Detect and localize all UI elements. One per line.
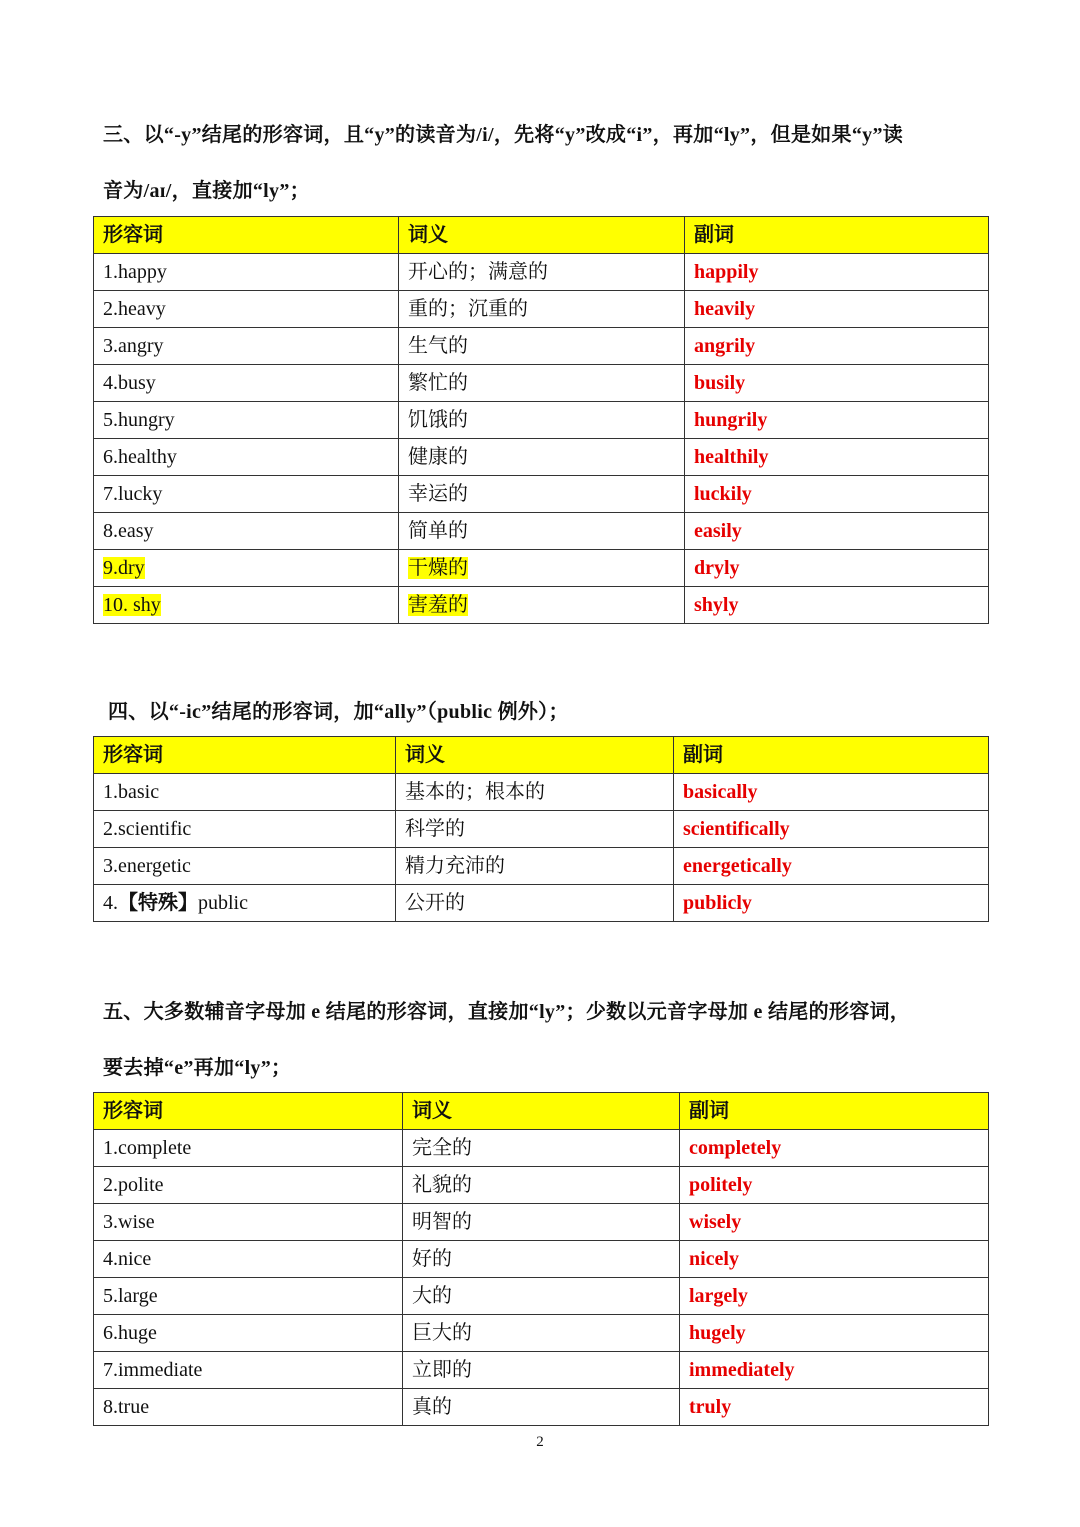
adverb-cell: easily <box>685 513 989 550</box>
adjective-cell: 8.true <box>94 1389 403 1426</box>
highlighted-meaning: 害羞的 <box>408 594 468 616</box>
table-row <box>94 254 989 291</box>
adverb-cell: dryly <box>685 550 989 587</box>
adjective-cell: 2.polite <box>94 1167 403 1204</box>
table-row <box>94 365 989 402</box>
adverb-cell: angrily <box>685 328 989 365</box>
header-adverb: 副词 <box>674 737 989 774</box>
adjective-cell: 7.lucky <box>94 476 399 513</box>
header-meaning: 词义 <box>399 217 685 254</box>
meaning-cell: 饥饿的 <box>399 402 685 439</box>
section5-heading-line2: 要去掉“e”再加“ly”； <box>103 1057 292 1079</box>
meaning-cell <box>399 587 685 624</box>
table-row <box>94 328 989 365</box>
adverb-cell: hugely <box>680 1315 989 1352</box>
adjective-cell: 1.complete <box>94 1130 403 1167</box>
meaning-cell: 真的 <box>403 1389 680 1426</box>
adjective-cell: 2.heavy <box>94 291 399 328</box>
header-adjective: 形容词 <box>94 737 396 774</box>
meaning-cell: 巨大的 <box>403 1315 680 1352</box>
adverb-cell: completely <box>680 1130 989 1167</box>
highlighted-adjective: 9.dry <box>103 557 145 579</box>
meaning-cell: 公开的 <box>396 885 674 922</box>
meaning-cell: 精力充沛的 <box>396 848 674 885</box>
table-header-row <box>94 217 989 254</box>
table-row <box>94 439 989 476</box>
header-adverb: 副词 <box>685 217 989 254</box>
table-row <box>94 885 989 922</box>
adverb-cell: immediately <box>680 1352 989 1389</box>
adverb-cell: heavily <box>685 291 989 328</box>
adjective-cell <box>94 885 396 922</box>
header-meaning: 词义 <box>403 1093 680 1130</box>
adverb-cell: largely <box>680 1278 989 1315</box>
header-adjective: 形容词 <box>94 1093 403 1130</box>
table-header-row <box>94 1093 989 1130</box>
table-row <box>94 811 989 848</box>
table-row <box>94 774 989 811</box>
meaning-cell: 健康的 <box>399 439 685 476</box>
adjective-cell: 2.scientific <box>94 811 396 848</box>
table-row <box>94 1315 989 1352</box>
table-row <box>94 513 989 550</box>
table-row <box>94 476 989 513</box>
section4-table <box>93 736 989 922</box>
adjective-cell: 5.hungry <box>94 402 399 439</box>
adjective-cell <box>94 587 399 624</box>
adverb-cell: happily <box>685 254 989 291</box>
table-row <box>94 1204 989 1241</box>
table-row <box>94 1241 989 1278</box>
adverb-cell: shyly <box>685 587 989 624</box>
meaning-cell: 重的；沉重的 <box>399 291 685 328</box>
meaning-cell: 幸运的 <box>399 476 685 513</box>
table-row <box>94 587 989 624</box>
adjective-cell: 5.large <box>94 1278 403 1315</box>
adverb-cell: truly <box>680 1389 989 1426</box>
adverb-cell: wisely <box>680 1204 989 1241</box>
table-row <box>94 291 989 328</box>
adjective-cell: 3.energetic <box>94 848 396 885</box>
meaning-cell: 大的 <box>403 1278 680 1315</box>
table-row <box>94 402 989 439</box>
adjective-cell: 3.angry <box>94 328 399 365</box>
header-meaning: 词义 <box>396 737 674 774</box>
header-adverb: 副词 <box>680 1093 989 1130</box>
meaning-cell: 开心的；满意的 <box>399 254 685 291</box>
adjective-cell: 6.healthy <box>94 439 399 476</box>
meaning-cell: 礼貌的 <box>403 1167 680 1204</box>
table-row <box>94 1167 989 1204</box>
section3-table <box>93 216 989 624</box>
adjective-cell: 8.easy <box>94 513 399 550</box>
adjective-cell: 3.wise <box>94 1204 403 1241</box>
adjective-cell: 1.happy <box>94 254 399 291</box>
section5-table <box>93 1092 989 1426</box>
meaning-cell: 完全的 <box>403 1130 680 1167</box>
meaning-cell: 立即的 <box>403 1352 680 1389</box>
adverb-cell: energetically <box>674 848 989 885</box>
meaning-cell: 明智的 <box>403 1204 680 1241</box>
meaning-cell: 生气的 <box>399 328 685 365</box>
section3-heading-line2: 音为/aɪ/，直接加“ly”； <box>103 180 310 202</box>
adjective-cell: 6.huge <box>94 1315 403 1352</box>
adverb-cell: luckily <box>685 476 989 513</box>
header-adjective: 形容词 <box>94 217 399 254</box>
highlighted-meaning: 干燥的 <box>408 557 468 579</box>
section4-heading: 四、以“-ic”结尾的形容词，加“ally”（public 例外）； <box>108 701 569 723</box>
adverb-cell: publicly <box>674 885 989 922</box>
table-row <box>94 550 989 587</box>
adjective-cell: 4.busy <box>94 365 399 402</box>
adverb-cell: scientifically <box>674 811 989 848</box>
adjective-cell <box>94 550 399 587</box>
table-header-row <box>94 737 989 774</box>
meaning-cell <box>399 550 685 587</box>
adverb-cell: healthily <box>685 439 989 476</box>
meaning-cell: 好的 <box>403 1241 680 1278</box>
meaning-cell: 简单的 <box>399 513 685 550</box>
adjective-word: public <box>198 892 248 914</box>
adjective-cell: 1.basic <box>94 774 396 811</box>
meaning-cell: 基本的；根本的 <box>396 774 674 811</box>
meaning-cell: 科学的 <box>396 811 674 848</box>
section3-heading-line1: 三、以“-y”结尾的形容词，且“y”的读音为/i/，先将“y”改成“i”，再加“ly”，但是如果“y”读 <box>103 124 904 146</box>
adverb-cell: politely <box>680 1167 989 1204</box>
adjective-cell: 4.nice <box>94 1241 403 1278</box>
page-number: 2 <box>536 1434 544 1450</box>
table-row <box>94 1278 989 1315</box>
special-tag: 【特殊】 <box>118 892 198 914</box>
table-row <box>94 1130 989 1167</box>
adjective-number: 4. <box>103 892 118 914</box>
table-row <box>94 848 989 885</box>
table-row <box>94 1352 989 1389</box>
adverb-cell: hungrily <box>685 402 989 439</box>
adverb-cell: busily <box>685 365 989 402</box>
adverb-cell: nicely <box>680 1241 989 1278</box>
meaning-cell: 繁忙的 <box>399 365 685 402</box>
adjective-cell: 7.immediate <box>94 1352 403 1389</box>
adverb-cell: basically <box>674 774 989 811</box>
section5-heading-line1: 五、大多数辅音字母加 e 结尾的形容词，直接加“ly”；少数以元音字母加 e 结尾的形容词， <box>103 1001 911 1023</box>
highlighted-adjective: 10. shy <box>103 594 161 616</box>
table-row <box>94 1389 989 1426</box>
